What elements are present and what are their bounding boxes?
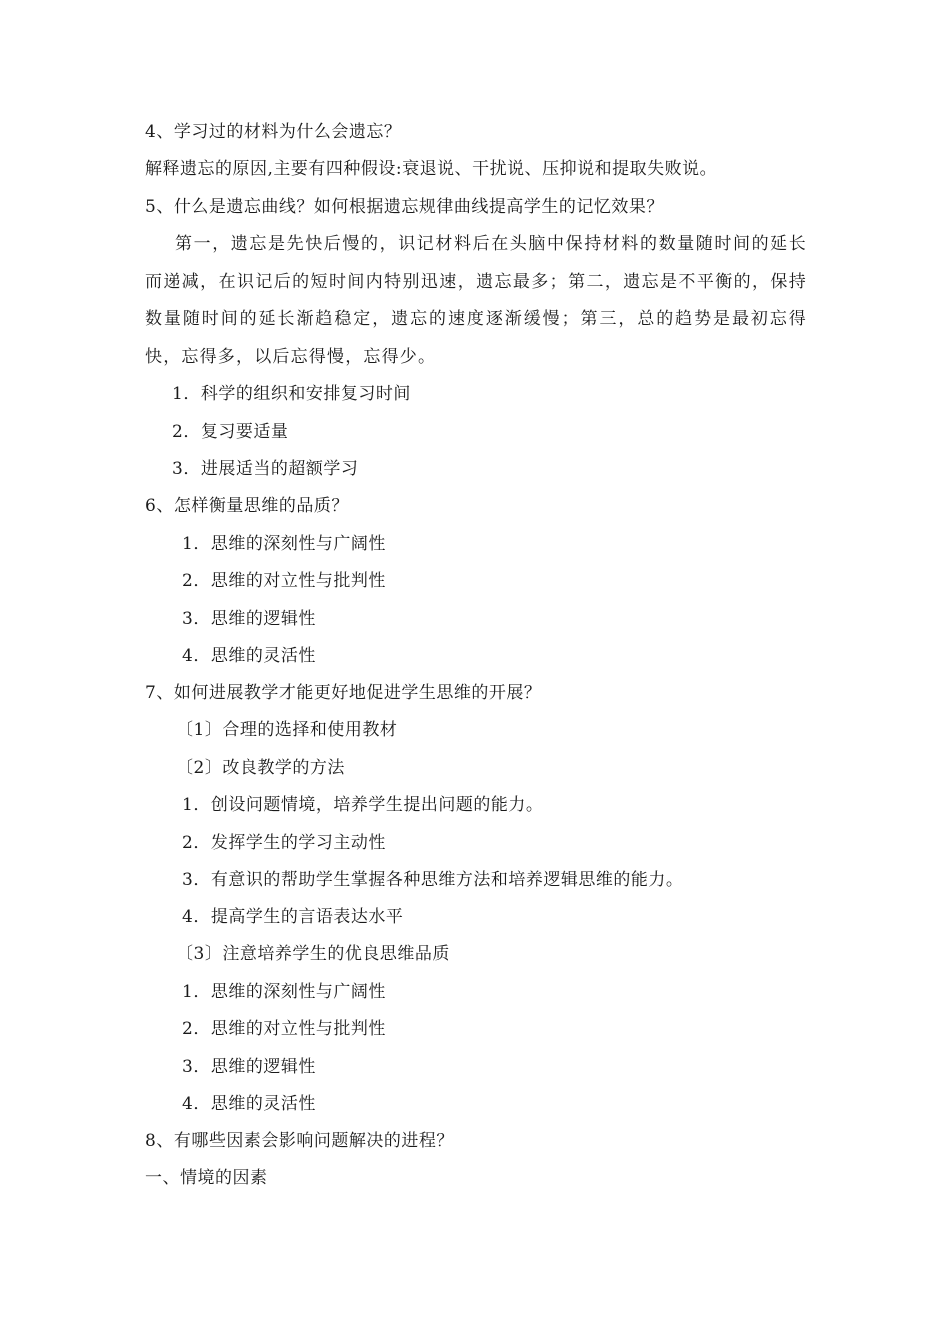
question-4-title: 4、学习过的材料为什么会遗忘？ <box>145 122 402 142</box>
question-6-title: 6、怎样衡量思维的品质？ <box>145 496 349 516</box>
question-7-sub3-item-3: 3．思维的逻辑性 <box>182 1057 316 1077</box>
question-6-item-3: 3．思维的逻辑性 <box>182 609 316 629</box>
question-6-item-1: 1．思维的深刻性与广阔性 <box>182 534 386 554</box>
question-7-sub2-item-3: 3．有意识的帮助学生掌握各种思维方法和培养逻辑思维的能力。 <box>182 870 684 890</box>
question-8-first-factor: 一、情境的因素 <box>145 1168 268 1188</box>
question-5-paragraph: 第一，遗忘是先快后慢的，识记材料后在头脑中保持材料的数量随时间的延长而递减，在识记后的短时间内特别迅速，遗忘最多；第二，遗忘是不平衡的，保持数量随时间的延长渐趋稳定，遗忘的速度逐渐缓慢；第三，总的趋势是最初忘得快，忘得多，以后忘得慢，忘得少。 <box>145 234 807 367</box>
question-7-subheading-1: 〔1〕合理的选择和使用教材 <box>176 720 398 740</box>
question-4-answer: 解释遗忘的原因,主要有四种假设:衰退说、干扰说、压抑说和提取失败说。 <box>145 159 718 179</box>
question-5-item-1: 1．科学的组织和安排复习时间 <box>172 384 411 404</box>
question-7-subheading-2: 〔2〕改良教学的方法 <box>176 758 345 778</box>
question-5-item-2: 2．复习要适量 <box>172 422 289 442</box>
question-7-sub2-item-4: 4．提高学生的言语表达水平 <box>182 907 404 927</box>
question-7-sub3-item-2: 2．思维的对立性与批判性 <box>182 1019 386 1039</box>
question-5-title: 5、什么是遗忘曲线？如何根据遗忘规律曲线提高学生的记忆效果？ <box>145 197 664 217</box>
question-8-title: 8、有哪些因素会影响问题解决的进程？ <box>145 1131 454 1151</box>
question-7-sub3-item-4: 4．思维的灵活性 <box>182 1094 316 1114</box>
question-6-item-2: 2．思维的对立性与批判性 <box>182 571 386 591</box>
question-7-subheading-3: 〔3〕注意培养学生的优良思维品质 <box>176 944 450 964</box>
question-7-sub2-item-2: 2．发挥学生的学习主动性 <box>182 833 386 853</box>
question-7-sub2-item-1: 1．创设问题情境，培养学生提出问题的能力。 <box>182 795 544 815</box>
question-5-item-3: 3．进展适当的超额学习 <box>172 459 359 479</box>
question-6-item-4: 4．思维的灵活性 <box>182 646 316 666</box>
question-7-title: 7、如何进展教学才能更好地促进学生思维的开展？ <box>145 683 542 703</box>
question-7-sub3-item-1: 1．思维的深刻性与广阔性 <box>182 982 386 1002</box>
